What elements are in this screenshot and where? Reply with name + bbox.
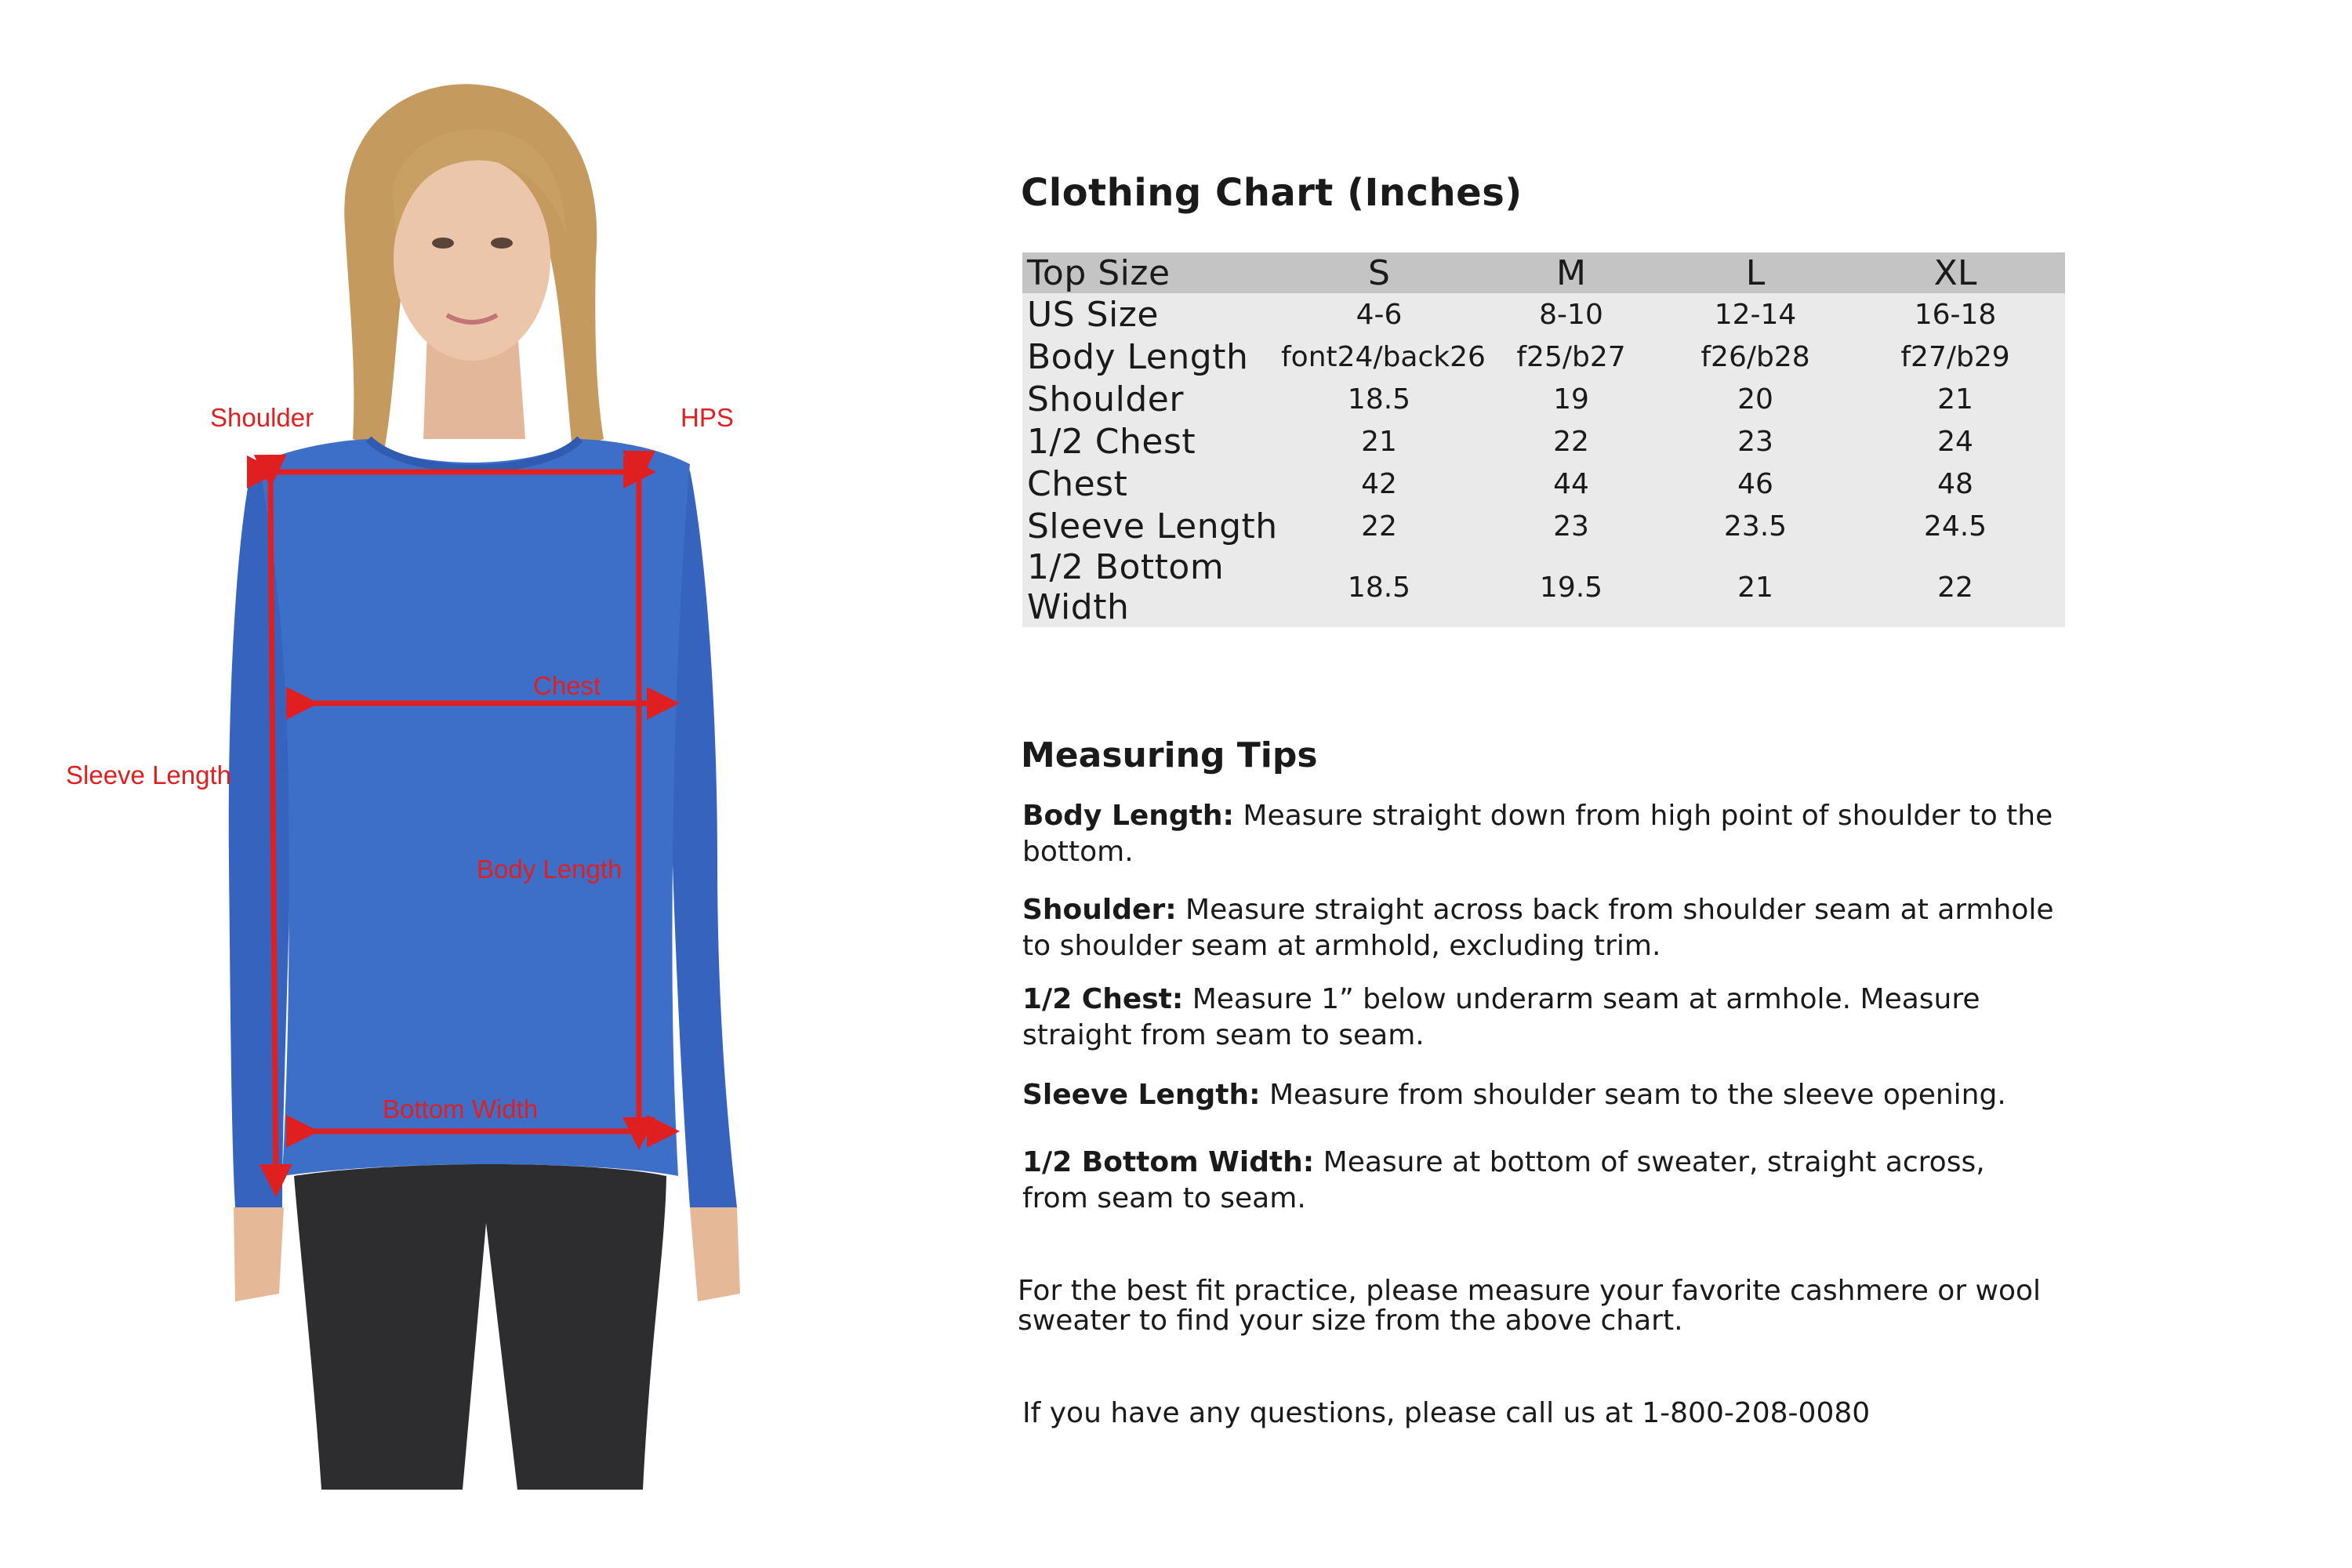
row-label: Body Length bbox=[1027, 336, 1249, 377]
header-top-size: Top Size bbox=[1022, 252, 1281, 293]
table-row bbox=[1022, 420, 2065, 463]
right-hand bbox=[690, 1207, 740, 1301]
table-cell: 19.5 bbox=[1539, 571, 1603, 604]
table-cell: font24/back26 bbox=[1281, 340, 1486, 373]
table-cell: 46 bbox=[1737, 467, 1773, 500]
measuring-tips-title: Measuring Tips bbox=[1021, 735, 1318, 775]
table-row bbox=[1022, 293, 2065, 336]
tip-text: Measure at bottom of sweater, straight across, from seam to seam. bbox=[1022, 1146, 1985, 1214]
table-cell: 23 bbox=[1553, 510, 1589, 543]
sweater-illustration bbox=[0, 0, 784, 1490]
header-size-xl: XL bbox=[1846, 252, 2065, 293]
table-cell: 24.5 bbox=[1923, 510, 1987, 543]
model-figure bbox=[0, 0, 784, 1490]
table-cell: 22 bbox=[1937, 571, 1973, 604]
tip-term: 1/2 Chest: bbox=[1022, 983, 1184, 1015]
tip-term: Sleeve Length: bbox=[1022, 1079, 1261, 1111]
table-cell: 44 bbox=[1553, 467, 1589, 500]
header-size-l: L bbox=[1665, 252, 1846, 293]
tip-term: Body Length: bbox=[1022, 800, 1234, 832]
row-label: US Size bbox=[1027, 294, 1159, 335]
tip-half-chest bbox=[1022, 982, 2057, 1054]
tip-half-bottom-width bbox=[1022, 1145, 2057, 1217]
contact-note: If you have any questions, please call us at 1-800-208-0080 bbox=[1022, 1397, 1871, 1429]
table-cell: 21 bbox=[1937, 383, 1973, 416]
table-cell: 18.5 bbox=[1347, 571, 1411, 604]
table-cell: 21 bbox=[1361, 425, 1397, 458]
tip-sleeve-length bbox=[1022, 1077, 2057, 1113]
table-row bbox=[1022, 547, 2065, 627]
tip-term: Shoulder: bbox=[1022, 894, 1177, 926]
table-cell: 18.5 bbox=[1347, 383, 1411, 416]
table-header-row bbox=[1022, 252, 2065, 293]
table-cell: 48 bbox=[1937, 467, 1973, 500]
table-cell: 20 bbox=[1737, 383, 1773, 416]
row-label: Shoulder bbox=[1027, 379, 1184, 419]
table-cell: 12-14 bbox=[1714, 298, 1797, 331]
table-cell: 24 bbox=[1937, 425, 1973, 458]
label-bottom-width: Bottom Width bbox=[383, 1094, 539, 1123]
header-size-s: S bbox=[1281, 252, 1477, 293]
row-label: Chest bbox=[1027, 463, 1128, 504]
table-cell: 22 bbox=[1553, 425, 1589, 458]
table-cell: f27/b29 bbox=[1900, 340, 2010, 373]
tip-text: Measure from shoulder seam to the sleeve opening. bbox=[1260, 1079, 2006, 1111]
tip-text: Measure straight down from high point of shoulder to the bottom. bbox=[1022, 800, 2053, 868]
row-label: 1/2 Chest bbox=[1027, 421, 1196, 462]
tip-text: Measure 1” below underarm seam at armhole. Measure straight from seam to seam. bbox=[1022, 983, 1980, 1051]
fit-note: For the best fit practice, please measure your favorite cashmere or wool sweater to find your size from the above chart. bbox=[1018, 1275, 2042, 1337]
table-cell: 23 bbox=[1737, 425, 1773, 458]
table-cell: 42 bbox=[1361, 467, 1397, 500]
label-sleeve-length: Sleeve Length bbox=[66, 760, 232, 789]
table-cell: 23.5 bbox=[1723, 510, 1788, 543]
table-row bbox=[1022, 505, 2065, 547]
table-cell: 8-10 bbox=[1539, 298, 1603, 331]
label-shoulder: Shoulder bbox=[210, 403, 314, 432]
row-label: 1/2 Bottom Width bbox=[1027, 547, 1225, 627]
tip-text: Measure straight across back from shoulder seam at armhole to shoulder seam at armhold, excluding trim. bbox=[1022, 894, 2054, 962]
row-label: Sleeve Length bbox=[1027, 506, 1278, 546]
table-cell: 21 bbox=[1737, 571, 1773, 604]
pants-shape bbox=[294, 1164, 666, 1490]
table-row bbox=[1022, 336, 2065, 378]
table-row bbox=[1022, 463, 2065, 505]
label-hps: HPS bbox=[681, 403, 734, 432]
tip-body-length bbox=[1022, 798, 2057, 870]
sweater-body bbox=[259, 439, 690, 1176]
size-chart-table bbox=[1022, 252, 2065, 627]
table-cell: 4-6 bbox=[1356, 298, 1403, 331]
table-cell: f25/b27 bbox=[1516, 340, 1626, 373]
tip-term: 1/2 Bottom Width: bbox=[1022, 1146, 1315, 1178]
table-cell: 16-18 bbox=[1914, 298, 1997, 331]
table-row bbox=[1022, 378, 2065, 420]
table-cell: 19 bbox=[1553, 383, 1589, 416]
table-cell: 22 bbox=[1361, 510, 1397, 543]
left-hand bbox=[234, 1207, 284, 1301]
tip-shoulder bbox=[1022, 892, 2057, 964]
table-cell: f26/b28 bbox=[1700, 340, 1810, 373]
label-body-length: Body Length bbox=[477, 855, 622, 884]
label-chest: Chest bbox=[533, 671, 601, 700]
header-size-m: M bbox=[1477, 252, 1665, 293]
chart-title: Clothing Chart (Inches) bbox=[1021, 171, 1523, 215]
